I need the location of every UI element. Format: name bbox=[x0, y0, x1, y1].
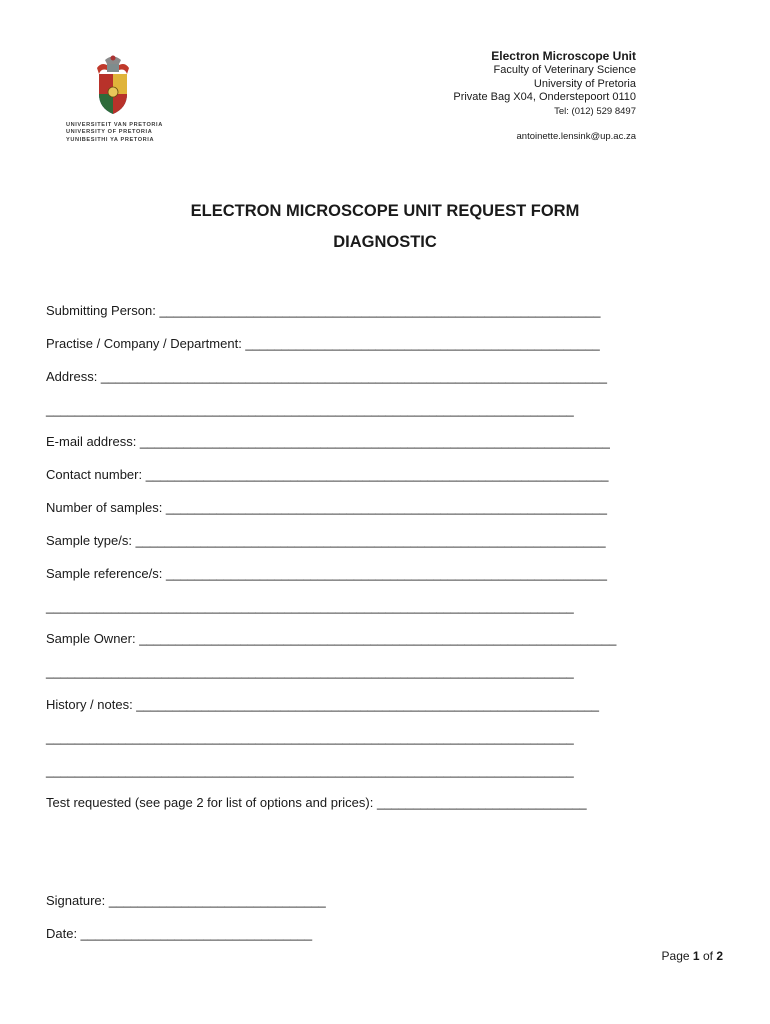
header-address-block bbox=[453, 49, 636, 142]
sample-reference-continuation-line[interactable]: _________________________________________________________________________ bbox=[46, 599, 574, 614]
address-field[interactable]: Address: ______________________________________________________________________ bbox=[46, 369, 608, 384]
history-notes-continuation-line-2[interactable]: _________________________________________________________________________ bbox=[46, 763, 574, 778]
form-subtitle: DIAGNOSTIC bbox=[333, 233, 437, 251]
logo-text-english: UNIVERSITY OF PRETORIA bbox=[66, 129, 153, 136]
page-current: 1 bbox=[692, 949, 700, 963]
university-crest-icon bbox=[91, 54, 135, 118]
logo-text-afrikaans: UNIVERSITEIT VAN PRETORIA bbox=[66, 122, 163, 128]
number-of-samples-field[interactable]: Number of samples: _____________________________________________________________ bbox=[46, 500, 607, 515]
telephone-number: Tel: (012) 529 8497 bbox=[554, 105, 636, 117]
unit-name: Electron Microscope Unit bbox=[491, 49, 636, 63]
email-field[interactable]: E-mail address: _________________________________________________________________ bbox=[46, 434, 610, 449]
sample-owner-field[interactable]: Sample Owner: __________________________________________________________________ bbox=[46, 631, 617, 646]
postal-address: Private Bag X04, Onderstepoort 0110 bbox=[453, 91, 636, 103]
sample-reference-field[interactable]: Sample reference/s: _____________________________________________________________ bbox=[46, 566, 607, 581]
history-notes-continuation-line-1[interactable]: _________________________________________________________________________ bbox=[46, 730, 574, 745]
date-field[interactable]: Date: ________________________________ bbox=[46, 926, 313, 941]
contact-number-field[interactable]: Contact number: ________________________________________________________________ bbox=[46, 467, 609, 482]
history-notes-field[interactable]: History / notes: ________________________________________________________________ bbox=[46, 697, 600, 712]
sample-owner-continuation-line[interactable]: _________________________________________________________________________ bbox=[46, 664, 574, 679]
address-continuation-line[interactable]: _________________________________________________________________________ bbox=[46, 402, 574, 417]
logo-text-sepedi: YUNIBESITHI YA PRETORIA bbox=[66, 136, 155, 143]
signature-field[interactable]: Signature: ______________________________ bbox=[46, 893, 326, 908]
page-total: 2 bbox=[716, 949, 723, 963]
sample-type-field[interactable]: Sample type/s: _________________________________________________________________ bbox=[46, 533, 606, 548]
test-requested-field[interactable]: Test requested (see page 2 for list of options and prices): _____________________________ bbox=[46, 795, 587, 810]
page-number bbox=[662, 949, 723, 963]
faculty-name: Faculty of Veterinary Science bbox=[493, 64, 636, 76]
submitting-person-field[interactable]: Submitting Person: _____________________________________________________________ bbox=[46, 303, 601, 318]
company-department-field[interactable]: Practise / Company / Department: _________________________________________________ bbox=[46, 336, 600, 351]
form-title: ELECTRON MICROSCOPE UNIT REQUEST FORM bbox=[190, 202, 580, 220]
university-name: University of Pretoria bbox=[533, 77, 636, 90]
page-of-word: of bbox=[702, 949, 713, 963]
page-word: Page bbox=[661, 949, 690, 963]
email-address: antoinette.lensink@up.ac.za bbox=[516, 130, 636, 142]
